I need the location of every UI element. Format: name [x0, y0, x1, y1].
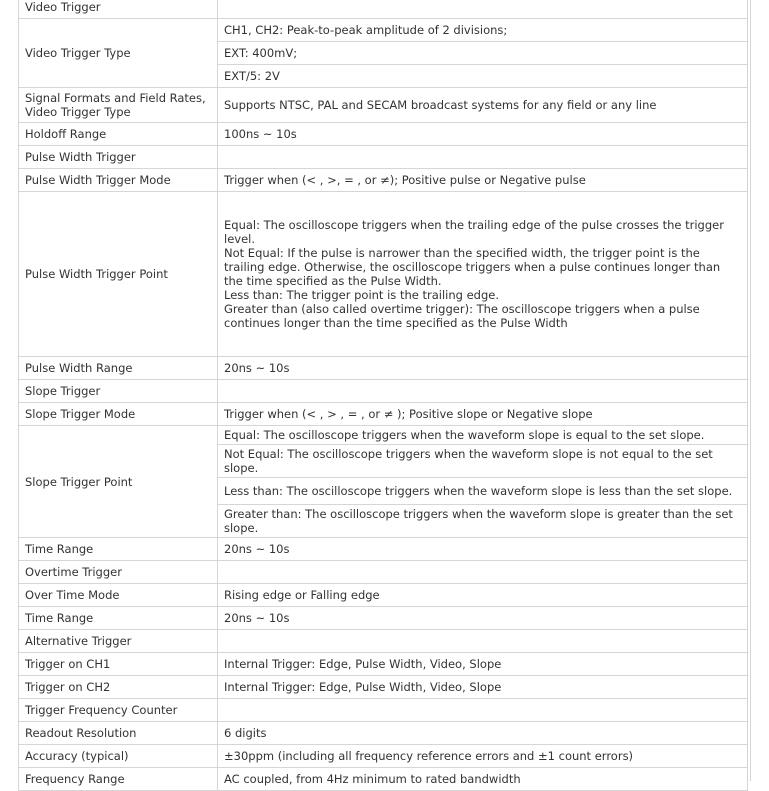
row-value: Less than: The oscilloscope triggers when the waveform slope is less than the set slope.	[218, 478, 748, 505]
row-value: EXT: 400mV;	[218, 42, 748, 65]
page-edge-divider	[750, 0, 751, 781]
table-row	[19, 699, 748, 722]
row-value: 20ns ~ 10s	[218, 538, 748, 561]
row-value: 20ns ~ 10s	[218, 357, 748, 380]
table-row	[19, 88, 748, 123]
spec-table	[18, 0, 748, 791]
row-value: 6 digits	[218, 722, 748, 745]
row-label: Pulse Width Trigger Mode	[19, 169, 218, 192]
row-label: Accuracy (typical)	[19, 745, 218, 768]
row-label: Overtime Trigger	[19, 561, 218, 584]
table-row	[19, 538, 748, 561]
row-value: EXT/5: 2V	[218, 65, 748, 88]
table-row	[19, 676, 748, 699]
row-label: Trigger on CH2	[19, 676, 218, 699]
row-value	[218, 699, 748, 722]
row-label: Holdoff Range	[19, 123, 218, 146]
table-row	[19, 426, 748, 445]
row-value: Trigger when (< , > , = , or ≠ ); Positive slope or Negative slope	[218, 403, 748, 426]
table-row	[19, 146, 748, 169]
row-value: Rising edge or Falling edge	[218, 584, 748, 607]
row-label: Over Time Mode	[19, 584, 218, 607]
table-row	[19, 745, 748, 768]
row-value	[218, 630, 748, 653]
table-row	[19, 192, 748, 357]
row-label: Slope Trigger Point	[19, 426, 218, 538]
row-label: Time Range	[19, 607, 218, 630]
value-line: Less than: The trigger point is the trailing edge.	[224, 288, 499, 302]
table-row	[19, 357, 748, 380]
row-label: Pulse Width Range	[19, 357, 218, 380]
table-row	[19, 0, 748, 19]
table-row	[19, 123, 748, 146]
row-value: 100ns ~ 10s	[218, 123, 748, 146]
table-row	[19, 380, 748, 403]
row-label: Pulse Width Trigger Point	[19, 192, 218, 357]
row-value: Greater than: The oscilloscope triggers when the waveform slope is greater than the set slope.	[218, 505, 748, 538]
row-value-multiline	[218, 192, 748, 357]
table-row	[19, 169, 748, 192]
table-row	[19, 607, 748, 630]
row-value: CH1, CH2: Peak-to-peak amplitude of 2 divisions;	[218, 19, 748, 42]
row-value: Supports NTSC, PAL and SECAM broadcast systems for any field or any line	[218, 88, 748, 123]
row-label: Pulse Width Trigger	[19, 146, 218, 169]
row-label: Slope Trigger Mode	[19, 403, 218, 426]
row-value: Internal Trigger: Edge, Pulse Width, Video, Slope	[218, 676, 748, 699]
row-label: Time Range	[19, 538, 218, 561]
row-value	[218, 380, 748, 403]
row-value: Trigger when (< , >, = , or ≠); Positive pulse or Negative pulse	[218, 169, 748, 192]
row-label: Trigger on CH1	[19, 653, 218, 676]
row-value	[218, 0, 748, 19]
row-value: AC coupled, from 4Hz minimum to rated bandwidth	[218, 768, 748, 791]
row-value: Internal Trigger: Edge, Pulse Width, Video, Slope	[218, 653, 748, 676]
row-label: Video Trigger Type	[19, 19, 218, 88]
row-label: Signal Formats and Field Rates, Video Trigger Type	[19, 88, 218, 123]
row-label: Video Trigger	[19, 0, 218, 19]
row-value: 20ns ~ 10s	[218, 607, 748, 630]
row-value: Not Equal: The oscilloscope triggers when the waveform slope is not equal to the set slope.	[218, 445, 748, 478]
table-row	[19, 584, 748, 607]
row-label: Readout Resolution	[19, 722, 218, 745]
table-row	[19, 630, 748, 653]
row-label: Trigger Frequency Counter	[19, 699, 218, 722]
row-value	[218, 146, 748, 169]
value-line: Equal: The oscilloscope triggers when the trailing edge of the pulse crosses the trigger level.	[224, 218, 724, 246]
row-label: Slope Trigger	[19, 380, 218, 403]
table-row	[19, 768, 748, 791]
row-label: Frequency Range	[19, 768, 218, 791]
value-line: Greater than (also called overtime trigger): The oscilloscope triggers when a pulse continues longer than the time specified as the Pulse Width	[224, 302, 700, 330]
table-row	[19, 403, 748, 426]
row-label: Alternative Trigger	[19, 630, 218, 653]
table-row	[19, 722, 748, 745]
row-value: Equal: The oscilloscope triggers when the waveform slope is equal to the set slope.	[218, 426, 748, 445]
row-value	[218, 561, 748, 584]
value-line: Not Equal: If the pulse is narrower than the specified width, the trigger point is the trailing edge. Otherwise, the oscilloscope triggers when a pulse continues longer than the time specified as the Pulse Width.	[224, 246, 721, 288]
table-row	[19, 19, 748, 42]
table-row	[19, 653, 748, 676]
row-value: ±30ppm (including all frequency reference errors and ±1 count errors)	[218, 745, 748, 768]
table-row	[19, 561, 748, 584]
